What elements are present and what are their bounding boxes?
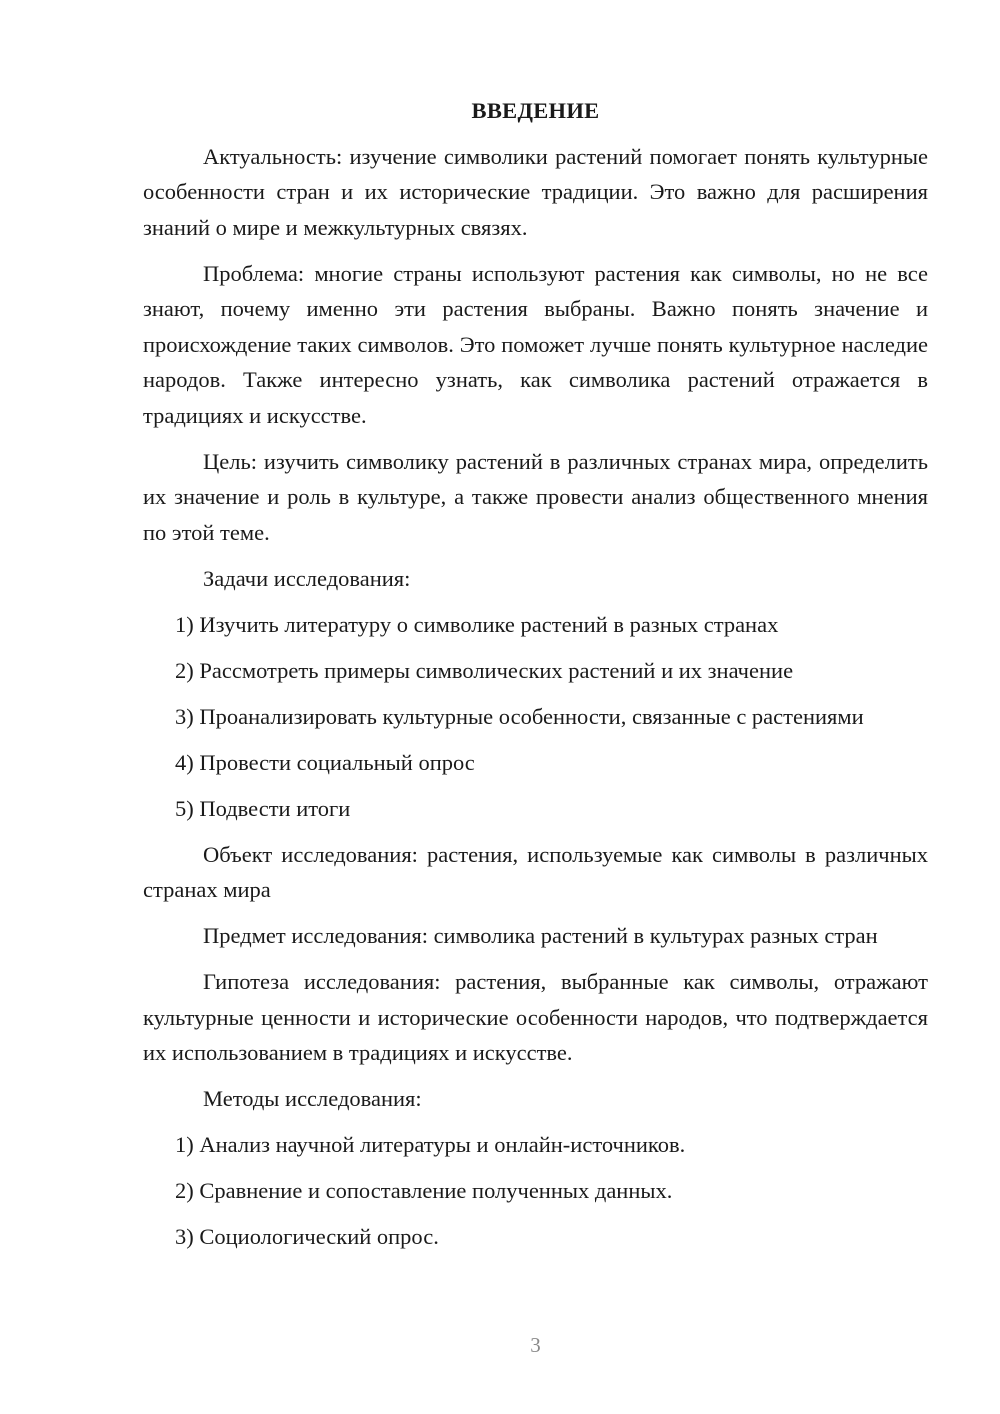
task-item-1: 1) Изучить литературу о символике растений в разных странах bbox=[175, 611, 779, 637]
document-body bbox=[143, 93, 928, 1265]
object-paragraph: Объект исследования: растения, используемые как символы в различных странах мира bbox=[143, 841, 928, 902]
tasks-heading: Задачи исследования: bbox=[203, 565, 411, 591]
methods-heading: Методы исследования: bbox=[203, 1086, 422, 1111]
method-item-1: 1) Анализ научной литературы и онлайн-источников. bbox=[175, 1132, 686, 1157]
task-item-4: 4) Провести социальный опрос bbox=[175, 749, 475, 775]
relevance-paragraph: Актуальность: изучение символики растений помогает понять культурные особенности стран и их исторические традиции. Это важно для расширения знаний о мире и межкультурных связях. bbox=[143, 143, 928, 240]
page-number: 3 bbox=[530, 1333, 541, 1357]
task-item-5: 5) Подвести итоги bbox=[175, 795, 351, 821]
subject-paragraph: Предмет исследования: символика растений в культурах разных стран bbox=[203, 923, 878, 948]
goal-paragraph: Цель: изучить символику растений в различных странах мира, определить их значение и роль в культуре, а также провести анализ общественного мнения по этой теме. bbox=[143, 448, 928, 545]
problem-paragraph: Проблема: многие страны используют растения как символы, но не все знают, почему именно эти растения выбраны. Важно понять значение и происхождение таких символов. Это поможет лучше понять культурное наследие народов. Также интересно узнать, как символика растений отражается в традициях и искусстве. bbox=[143, 260, 928, 428]
page-title: ВВЕДЕНИЕ bbox=[471, 98, 600, 123]
task-item-3: 3) Проанализировать культурные особенности, связанные с растениями bbox=[175, 703, 864, 729]
method-item-2: 2) Сравнение и сопоставление полученных данных. bbox=[175, 1178, 673, 1203]
hypothesis-paragraph: Гипотеза исследования: растения, выбранные как символы, отражают культурные ценности и исторические особенности народов, что подтверждается их использованием в традициях и искусстве. bbox=[143, 969, 928, 1065]
task-item-2: 2) Рассмотреть примеры символических растений и их значение bbox=[175, 657, 794, 683]
method-item-3: 3) Социологический опрос. bbox=[175, 1224, 439, 1249]
